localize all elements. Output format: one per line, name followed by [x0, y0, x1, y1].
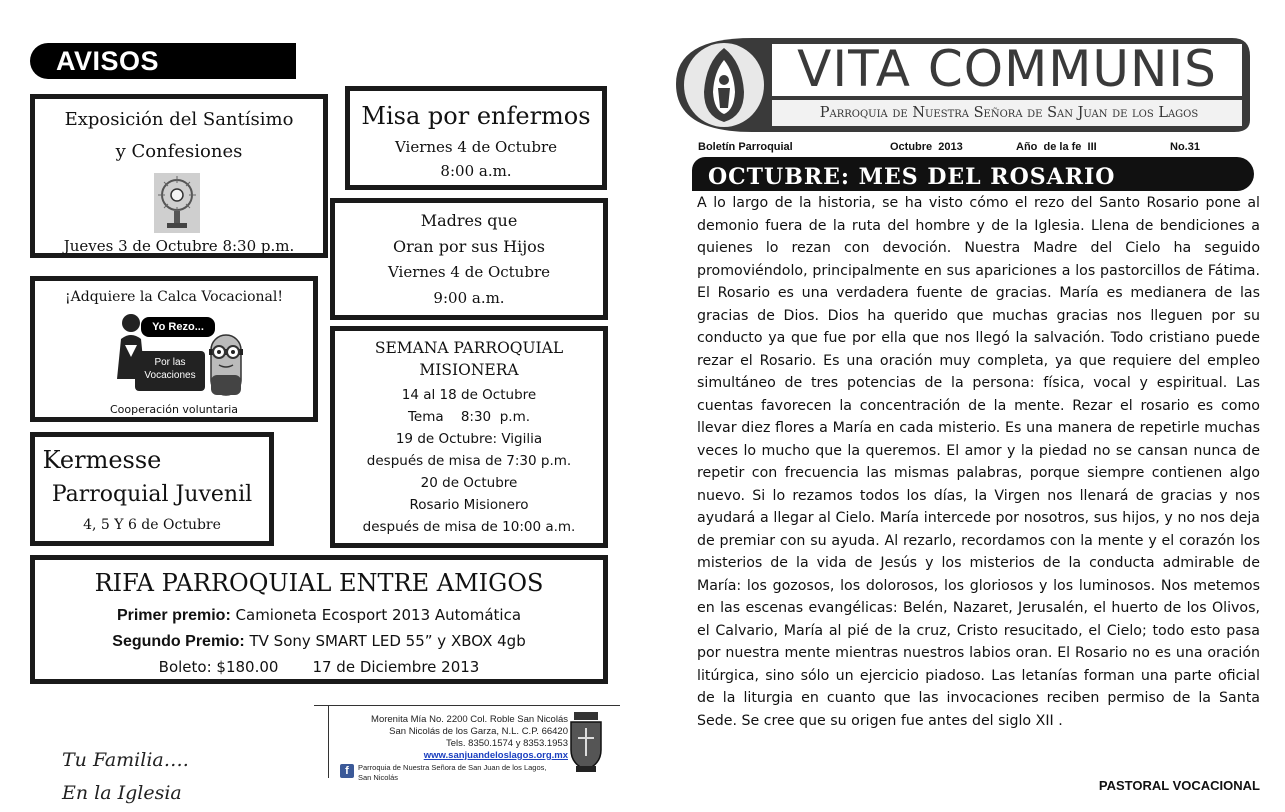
sticker-speech-bubble [141, 317, 215, 337]
calca-box [30, 276, 318, 422]
misa-box [345, 86, 607, 190]
exposicion-box [30, 94, 328, 258]
semana-line: 20 de Octubre [420, 475, 518, 491]
rifa-box [30, 555, 608, 684]
avisos-label: AVISOS [56, 46, 160, 76]
tagline [62, 744, 189, 810]
exposicion-title-1: Exposición del Santísimo [64, 109, 294, 130]
rifa-prize-2-label: Segundo Premio: [112, 633, 245, 650]
madres-line-3: Viernes 4 de Octubre [387, 263, 550, 281]
rifa-title: RIFA PARROQUIAL ENTRE AMIGOS [94, 569, 544, 597]
madres-box [330, 198, 608, 320]
parish-crest-icon [568, 710, 604, 774]
rifa-prize-1 [35, 604, 603, 627]
address-line-2: San Nicolás de los Garza, N.L. C.P. 66420 [389, 725, 568, 737]
semana-line: Tema 8:30 p.m. [407, 409, 531, 425]
avisos-header [30, 43, 296, 79]
meta-numero: No.31 [1170, 141, 1200, 153]
meta-boletin: Boletín Parroquial [698, 141, 793, 153]
rifa-boleto: Boleto: $180.00 [158, 658, 279, 676]
sticker-bottom-panel [135, 351, 205, 391]
sticker-mid-text: Por las [154, 357, 186, 368]
calca-sticker [113, 311, 245, 399]
semana-line: 19 de Octubre: Vigilia [395, 431, 543, 447]
kermesse-line-3: 4, 5 Y 6 de Octubre [83, 517, 221, 533]
address-text [316, 714, 568, 762]
semana-line: 14 al 18 de Octubre [401, 387, 537, 403]
rifa-prize-1-label: Primer premio: [116, 607, 231, 624]
meta-mes: Octubre 2013 [890, 141, 963, 153]
kermesse-line-2: Parroquial Juvenil [51, 482, 253, 507]
sticker-bot-text: Vocaciones [144, 369, 196, 381]
facebook-text: Parroquia de Nuestra Señora de San Juan de los Lagos, San Nicolás [358, 763, 547, 782]
pastoral-signature: PASTORAL VOCACIONAL [1098, 778, 1260, 793]
semana-title-1: SEMANA PARROQUIAL [374, 339, 564, 357]
website-link[interactable]: www.sanjuandeloslagos.org.mx [423, 749, 568, 761]
misa-title: Misa por enfermos [361, 102, 591, 130]
kermesse-box [30, 432, 274, 546]
misa-date: Viernes 4 de Octubre [394, 138, 557, 156]
article-heading-bar [692, 157, 1254, 191]
rifa-prize-2 [35, 630, 603, 653]
madres-line-1: Madres que [420, 211, 518, 230]
monstrance-icon [154, 173, 200, 233]
sticker-top-text: Yo Rezo... [152, 321, 204, 333]
rifa-fecha: 17 de Diciembre 2013 [312, 658, 480, 676]
exposicion-date: Jueves 3 de Octubre 8:30 p.m. [63, 237, 295, 255]
address-line-3: Tels. 8350.1574 y 8353.1953 [445, 737, 568, 749]
facebook-row [340, 762, 570, 792]
address-block [314, 705, 620, 797]
semana-line: Rosario Misionero [409, 497, 529, 513]
semana-title-2: MISIONERA [419, 361, 519, 379]
madres-line-2: Oran por sus Hijos [393, 237, 545, 256]
masthead-title: VITA COMMUNIS [797, 40, 1217, 98]
tagline-line-1: Tu Familia…. [62, 749, 189, 771]
facebook-icon[interactable]: f [340, 764, 354, 778]
address-line-1: Morenita Mía No. 2200 Col. Roble San Nicolás [371, 714, 568, 725]
semana-line: después de misa de 10:00 a.m. [362, 519, 576, 535]
article-body: A lo largo de la historia, se ha visto cómo el rezo del Santo Rosario pone al demonio fuera de la ruta del hombre y de la Iglesia. Llena de bendiciones a quienes lo rezan con devoción. Nuestra Madre del Cielo ha seguido promoviéndolo, principalmente en sus apariciones a los pastorcillos de Fátima. El Rosario es una verdadera fuente de gracias. María es medianera de las gracias de Dios. Dios ha querido que muchas gracias nos lleguen por su conducto ya que fue por ella que nos llegó la salvación. Todo cristiano puede rezar el Rosario. Es una oración muy completa, ya que requiere del empleo simultáneo de tres potencias de la persona: física, vocal y espiritual. Las cuentas favorecen la concentración de la mente. Rezar el rosario es como llevar diez flores a María en cada misterio. Es una manera de repetirle muchas veces lo mucho que la queremos. El amor y la piedad no se cansan nunca de repetir con frecuencia las mismas palabras, porque siempre contienen algo nuevo. Si lo rezamos todos los días, la Virgen nos llenará de gracias y nos ayudará a llegar al Cielo. María intercede por nosotros, sus hijos, y no nos deja de premiar con su ayuda. Al rezarlo, recordamos con la mente y el corazón los misterios de la vida de Jesús y los misterios de la conducta admirable de María: los gozosos, los dolorosos, los gloriosos y los luminosos. Nos metemos en las escenas evangélicas: Belén, Nazaret, Jerusalén, el huerto de los Olivos, el Calvario, María al pié de la cruz, Cristo resucitado, el Cielo; todo esto pasa por nuestra mente mientras nuestros labios oran. El Rosario no es una oración litúrgica, sino sólo un ejercicio piadoso. Las letanías forman una parte oficial de la liturgia en cuanto que las invocaciones reciben permiso de la Santa Sede. Se cree que su origen fue antes del siglo XII . [697, 195, 1260, 729]
article-heading: OCTUBRE: MES DEL ROSARIO [708, 164, 1116, 190]
rifa-prize-1-value: Camioneta Ecosport 2013 Automática [230, 606, 522, 624]
semana-box [330, 326, 608, 548]
calca-title: ¡Adquiere la Calca Vocacional! [65, 289, 283, 305]
minion-icon [207, 331, 245, 397]
calca-footer: Cooperación voluntaria [109, 403, 239, 416]
masthead-subtitle: Parroquia de Nuestra Señora de San Juan de los Lagos [819, 105, 1199, 121]
tagline-line-2: En la Iglesia [62, 782, 182, 804]
bulletin-meta [698, 141, 1258, 157]
masthead-logo [672, 32, 1252, 136]
rifa-boleto-row [35, 656, 603, 678]
madres-line-4: 9:00 a.m. [433, 289, 505, 307]
semana-line: después de misa de 7:30 p.m. [366, 453, 572, 469]
rifa-prize-2-value: TV Sony SMART LED 55” y XBOX 4gb [244, 632, 526, 650]
exposicion-title-2: y Confesiones [115, 141, 243, 162]
kermesse-line-1: Kermesse [42, 446, 162, 474]
meta-anio: Año de la fe III [1016, 141, 1097, 153]
misa-time: 8:00 a.m. [440, 162, 512, 180]
